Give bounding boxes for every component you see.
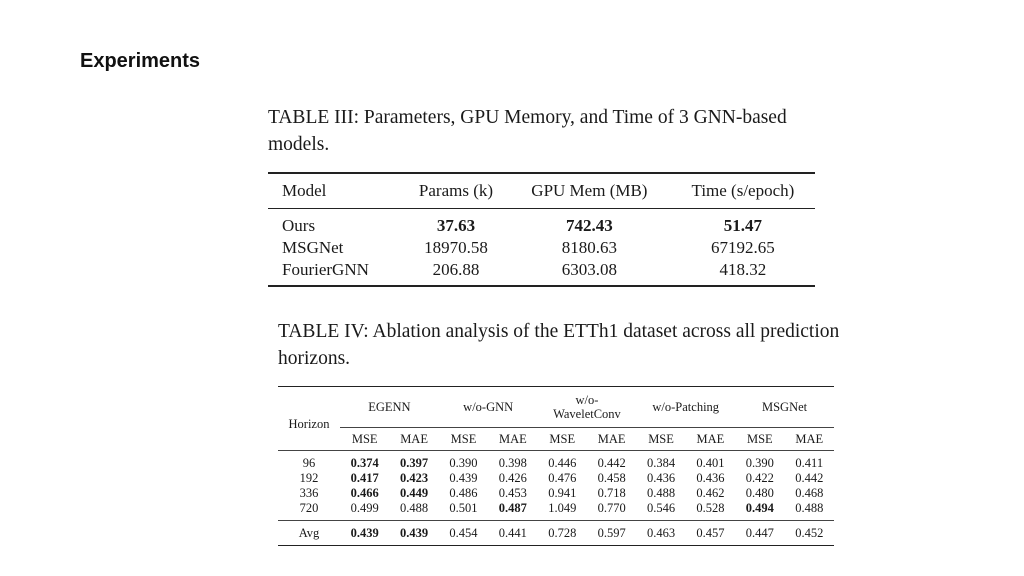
mse-value: 0.728	[548, 526, 577, 540]
subheader-mse: MSE	[538, 428, 587, 451]
table4-group-msgnet: MSGNet	[761, 400, 808, 414]
mae-value: 0.426	[498, 471, 527, 485]
subheader-mae: MAE	[587, 428, 636, 451]
table4-group-wo-waveletconv: w/o- WaveletConv	[553, 393, 621, 421]
mae-value: 0.442	[795, 471, 824, 485]
mae-value: 0.488	[400, 501, 429, 515]
mae-value: 0.398	[498, 456, 527, 470]
subheader-mae: MAE	[686, 428, 735, 451]
mse-value: 0.480	[745, 486, 774, 500]
subheader-mse: MSE	[340, 428, 389, 451]
subheader-mse: MSE	[439, 428, 488, 451]
mse-value: 0.374	[350, 456, 379, 470]
mse-value: 0.941	[548, 486, 577, 500]
mse-value: 0.494	[745, 501, 774, 515]
mae-value: 0.401	[696, 456, 725, 470]
table4-group-egenn: EGENN	[368, 400, 411, 414]
mae-value: 0.770	[597, 501, 626, 515]
table4-group-row	[278, 387, 834, 428]
gpu-value: 742.43	[566, 216, 613, 235]
table4-caption: TABLE IV: Ablation analysis of the ETTh1 dataset across all prediction horizons.	[278, 321, 840, 369]
mse-value: 0.447	[745, 526, 774, 540]
table3	[268, 172, 815, 287]
mae-value: 0.441	[498, 526, 527, 540]
table-row	[268, 237, 815, 259]
mse-value: 0.499	[350, 501, 379, 515]
subheader-mse: MSE	[735, 428, 784, 451]
mae-value: 0.487	[498, 501, 527, 515]
slide-title: Experiments	[80, 50, 201, 72]
mae-value: 0.436	[696, 471, 725, 485]
horizon-value: 96	[302, 456, 316, 470]
table4-avg-row	[278, 521, 834, 546]
time-value: 51.47	[723, 216, 763, 235]
mae-value: 0.411	[795, 456, 824, 470]
mse-value: 0.390	[449, 456, 478, 470]
table-row	[278, 471, 834, 486]
mae-value: 0.488	[795, 501, 824, 515]
mse-value: 0.486	[449, 486, 478, 500]
mae-value: 0.457	[696, 526, 725, 540]
mse-value: 0.417	[350, 471, 379, 485]
params-value: 18970.58	[424, 238, 488, 257]
model-name: MSGNet	[282, 238, 344, 257]
table-row	[268, 259, 815, 286]
mse-value: 0.390	[745, 456, 774, 470]
table3-header-row	[268, 173, 815, 209]
mae-value: 0.442	[597, 456, 626, 470]
table3-header-params: Params (k)	[418, 181, 494, 200]
mse-value: 0.546	[646, 501, 676, 515]
time-value: 418.32	[719, 260, 767, 279]
table4-subheader-row	[278, 428, 834, 451]
mse-value: 0.436	[646, 471, 676, 485]
mae-value: 0.597	[597, 526, 626, 540]
mae-value: 0.468	[795, 486, 824, 500]
mse-value: 0.422	[745, 471, 774, 485]
subheader-mae: MAE	[389, 428, 438, 451]
mae-value: 0.449	[400, 486, 429, 500]
horizon-value: Avg	[298, 526, 320, 540]
gpu-value: 8180.63	[561, 238, 618, 257]
time-value: 67192.65	[711, 238, 775, 257]
model-name: Ours	[282, 216, 316, 235]
mae-value: 0.462	[696, 486, 725, 500]
mse-value: 0.488	[646, 486, 676, 500]
table4-group-wo-patching: w/o-Patching	[652, 400, 720, 414]
horizon-value: 720	[299, 501, 319, 515]
params-value: 206.88	[432, 260, 480, 279]
table-row	[278, 451, 834, 472]
mae-value: 0.453	[498, 486, 527, 500]
table4-header-horizon: Horizon	[288, 416, 330, 431]
mse-value: 0.466	[350, 486, 379, 500]
mse-value: 0.446	[548, 456, 577, 470]
mae-value: 0.452	[795, 526, 824, 540]
mae-value: 0.397	[400, 456, 429, 470]
table4-group-wo-gnn: w/o-GNN	[463, 400, 514, 414]
mse-value: 0.463	[646, 526, 676, 540]
table3-caption: TABLE III: Parameters, GPU Memory, and Time of 3 GNN-based models.	[268, 107, 787, 155]
mse-value: 0.384	[646, 456, 676, 470]
subheader-mse: MSE	[636, 428, 685, 451]
mse-value: 0.501	[449, 501, 478, 515]
table3-header-model: Model	[282, 181, 327, 200]
table3-header-gpu: GPU Mem (MB)	[531, 181, 648, 200]
gpu-value: 6303.08	[561, 260, 618, 279]
mse-value: 0.439	[449, 471, 478, 485]
mse-value: 0.454	[449, 526, 478, 540]
table-row	[268, 209, 815, 238]
mae-value: 0.458	[597, 471, 626, 485]
mse-value: 0.439	[350, 526, 379, 540]
table-row	[278, 501, 834, 521]
mae-value: 0.423	[400, 471, 429, 485]
model-name: FourierGNN	[282, 260, 369, 279]
table4	[278, 386, 834, 546]
mse-value: 1.049	[548, 501, 577, 515]
table-row	[278, 486, 834, 501]
params-value: 37.63	[436, 216, 476, 235]
horizon-value: 336	[299, 486, 319, 500]
subheader-mae: MAE	[488, 428, 537, 451]
table3-header-time: Time (s/epoch)	[691, 181, 795, 200]
mae-value: 0.528	[696, 501, 725, 515]
horizon-value: 192	[299, 471, 319, 485]
mse-value: 0.476	[548, 471, 577, 485]
mae-value: 0.439	[400, 526, 429, 540]
mae-value: 0.718	[597, 486, 626, 500]
subheader-mae: MAE	[785, 428, 834, 451]
